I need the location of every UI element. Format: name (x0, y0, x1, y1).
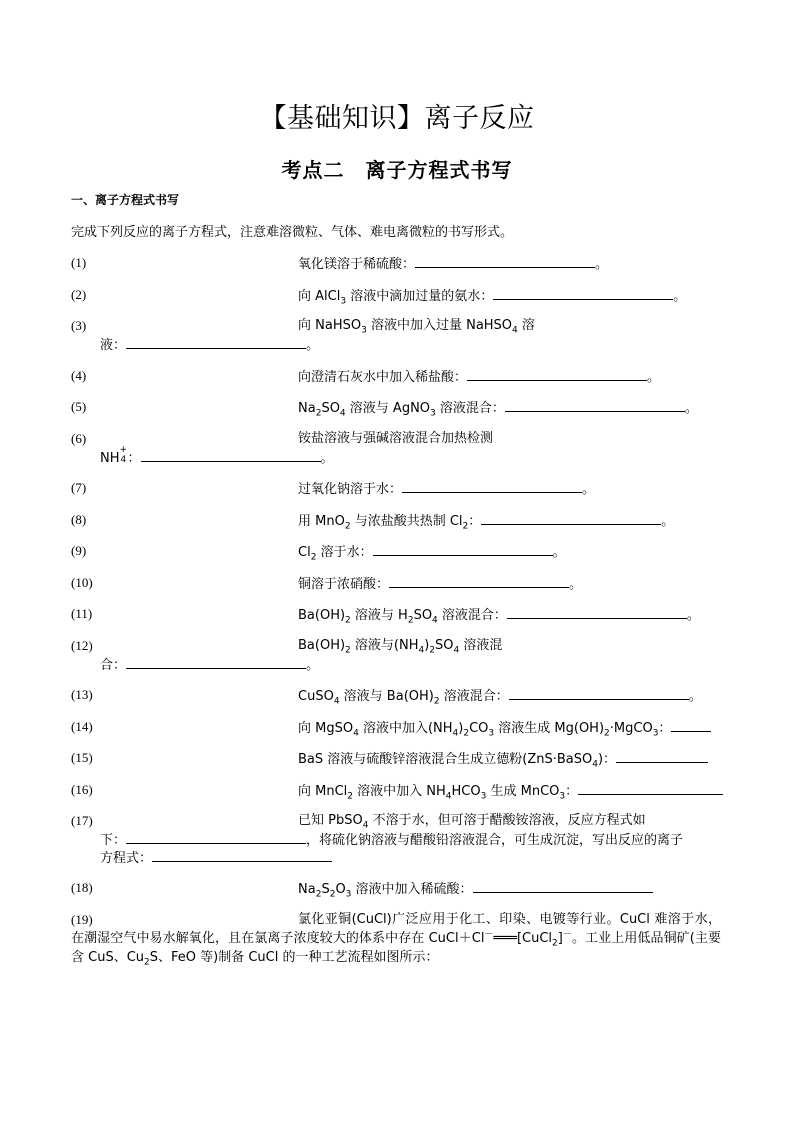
answer-blank[interactable] (126, 335, 306, 349)
answer-blank[interactable] (493, 286, 673, 300)
question-text: $Ba(OH)_2$ 溶液与 $H_2SO_4$ 溶液混合： 。 (298, 605, 700, 625)
question-text-cont: 方程式： (100, 848, 332, 868)
question-number: (12) (71, 638, 93, 653)
question-text: 过氧化钠溶于水： 。 (298, 479, 595, 499)
answer-blank[interactable] (507, 605, 687, 619)
question-text: 用 MnO$_2$ 与浓盐酸共热制 $Cl_2$： 。 (298, 511, 674, 531)
question-text-cont: NH + 4 ： 。 (100, 445, 334, 466)
answer-blank[interactable] (473, 879, 653, 893)
question-number: (17) (71, 813, 93, 828)
question-text: $Na_2S_2O_3$ 溶液中加入稀硫酸： (298, 879, 653, 899)
question-text: 向 MnCl$_2$ 溶液中加入 $NH_4HCO_3$ 生成 MnCO$_3$： (298, 781, 723, 801)
page-subtitle: 考点二 离子方程式书写 (281, 158, 513, 182)
answer-blank[interactable] (509, 686, 689, 700)
page-title: 【基础知识】离子反应 (259, 103, 535, 134)
question-text-cont: 合： 。 (100, 655, 319, 675)
question-number: (3) (71, 318, 87, 333)
question-number: (6) (71, 431, 87, 446)
answer-blank[interactable] (671, 718, 711, 732)
question-text: CuSO$_4$ 溶液与 $Ba(OH)_2$ 溶液混合： 。 (298, 686, 702, 706)
question-number: (14) (71, 719, 93, 734)
question-19-text: 氯化亚铜(CuCl)广泛应用于化工、印染、电镀等行业。CuCl 难溶于水，在潮湿空气中易水解氧化，且在氯离子浓度较大的体系中存在 CuCl＋Cl－═══[CuCl$_2$]－。工业上用低品铜矿(主要含 CuS、$Cu_2S$、FeO 等)制备 CuCl 的一种工艺流程如图所示： (71, 912, 722, 968)
section-heading: 一、离子方程式书写 (71, 193, 180, 207)
question-number: (10) (71, 575, 93, 590)
answer-blank[interactable] (402, 479, 582, 493)
answer-blank[interactable] (415, 254, 595, 268)
question-number: (1) (71, 255, 87, 270)
answer-blank[interactable] (141, 448, 321, 462)
answer-blank[interactable] (126, 655, 306, 669)
intro-text: 完成下列反应的离子方程式，注意难溶微粒、气体、难电离微粒的书写形式。 (71, 225, 514, 240)
question-number: (18) (71, 880, 93, 895)
question-number: (15) (71, 750, 93, 765)
question-text: 已知 PbSO$_4$ 不溶于水，但可溶于醋酸铵溶液，反应方程式如 (298, 813, 646, 831)
question-text: 向 NaHSO$_3$ 溶液中加入过量 NaHSO$_4$ 溶 (298, 318, 535, 336)
answer-blank[interactable] (389, 574, 569, 588)
question-number: (7) (71, 480, 87, 495)
question-text: 向 MgSO$_4$ 溶液中加入$(NH_4)_2CO_3$ 溶液生成 $Mg(OH)_2\cdot MgCO_3$： (298, 718, 711, 738)
question-number: (13) (71, 687, 93, 702)
question-text-cont: 下： ，将硫化钠溶液与醋酸铅溶液混合，可生成沉淀，写出反应的离子 (100, 830, 683, 850)
question-number: (19) (71, 912, 93, 927)
question-text: 铵盐溶液与强碱溶液混合加热检测 (298, 431, 494, 446)
question-text: $Cl_2$ 溶于水： 。 (298, 542, 566, 562)
question-text: $Ba(OH)_2$ 溶液与$(NH_4)_2SO_4$ 溶液混 (298, 638, 503, 656)
answer-blank[interactable] (578, 781, 723, 795)
answer-blank[interactable] (152, 848, 332, 862)
question-number: (5) (71, 399, 87, 414)
answer-blank[interactable] (481, 511, 661, 525)
question-number: (16) (71, 782, 93, 797)
question-number: (4) (71, 368, 87, 383)
question-text: 氧化镁溶于稀硫酸： (298, 257, 416, 272)
answer-blank[interactable] (126, 830, 306, 844)
question-text-cont: 液： 。 (100, 335, 319, 355)
question-text: 铜溶于浓硝酸： 。 (298, 574, 582, 594)
answer-blank[interactable] (373, 542, 553, 556)
question-number: (2) (71, 287, 87, 302)
question-number: (8) (71, 512, 87, 527)
answer-blank[interactable] (505, 398, 685, 412)
question-text: 向 AlCl$_3$ 溶液中滴加过量的氨水： 。 (298, 286, 686, 306)
question-text: $Na_2SO_4$ 溶液与 AgNO$_3$ 溶液混合： 。 (298, 398, 698, 418)
question-number: (9) (71, 543, 87, 558)
answer-blank[interactable] (467, 367, 647, 381)
question-text: BaS 溶液与硫酸锌溶液混合生成立德粉(ZnS·BaSO$_4$)： (298, 749, 708, 769)
question-number: (11) (71, 606, 93, 621)
answer-blank[interactable] (616, 749, 708, 763)
question-text: 向澄清石灰水中加入稀盐酸： 。 (298, 367, 660, 387)
